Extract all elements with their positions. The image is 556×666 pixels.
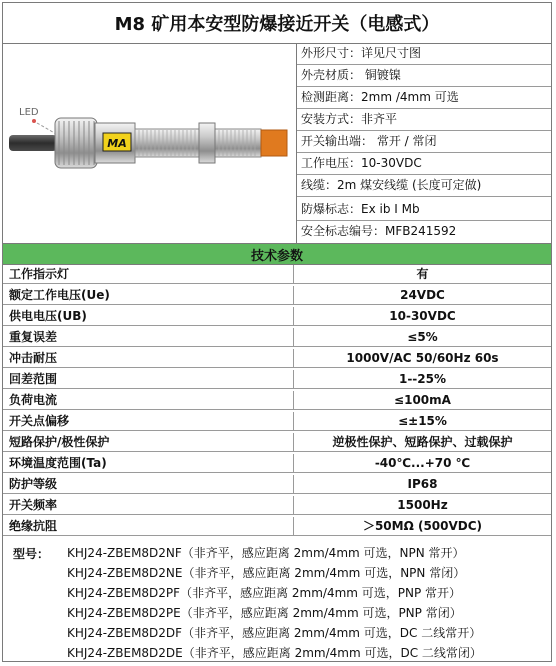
model-list [3,540,551,663]
param-value: 逆极性保护、短路保护、过载保护 [293,433,551,451]
table-row [3,412,551,431]
spec-voltage: 工作电压：10-30VDC [297,153,551,175]
param-value: 1000V/AC 50/60Hz 60s [293,349,551,367]
param-value: 1500Hz [293,496,551,514]
table-row [3,265,551,284]
param-name: 冲击耐压 [9,351,58,365]
product-photo [3,43,297,243]
ma-badge-label: MA [107,137,127,150]
table-row [3,454,551,473]
spec-explosion-mark: 防爆标志：Ex ib I Mb [297,199,551,221]
page-title: M8 矿用本安型防爆接近开关（电感式） [3,3,551,44]
table-row [3,370,551,389]
spec-safety-number: 安全标志编号：MFB241592 [301,224,457,238]
table-row [3,349,551,368]
table-row [3,286,551,305]
param-name: 供电电压(UB) [9,309,87,323]
table-row [3,391,551,410]
param-value: 有 [293,265,551,283]
param-name: 开关点偏移 [9,414,70,428]
param-name: 回差范围 [9,372,58,386]
table-row [3,328,551,347]
param-name: 绝缘抗阻 [9,519,58,533]
param-name: 短路保护/极性保护 [9,435,110,449]
param-name: 开关频率 [9,498,58,512]
spec-output: 开关输出端： 常开 / 常闭 [297,131,551,153]
spec-detection-distance: 检测距离：2mm /4mm 可选 [297,87,551,109]
list-item: KHJ24-ZBEM8D2DF（非齐平，感应距离 2mm/4mm 可选，DC 二线常开） [67,626,482,640]
led-dot-icon [32,119,36,123]
spec-list [297,43,551,243]
product-sheet [2,2,552,662]
param-name: 工作指示灯 [9,267,70,281]
param-value: IP68 [293,475,551,493]
tech-params-header: 技术参数 [3,243,551,265]
param-name: 防护等级 [9,477,58,491]
list-item: KHJ24-ZBEM8D2NF（非齐平，感应距离 2mm/4mm 可选，NPN 常开） [67,546,465,560]
sensor-illustration [3,43,297,243]
spec-cable: 线缆：2m 煤安线缆 (长度可定做) [297,175,551,197]
param-name: 负荷电流 [9,393,58,407]
list-item: KHJ24-ZBEM8D2NE（非齐平，感应距离 2mm/4mm 可选，NPN 常闭） [67,566,466,580]
cable-icon [9,135,57,151]
sensing-face-icon [261,130,287,156]
param-value: ＞50MΩ (500VDC) [293,517,551,535]
list-item: KHJ24-ZBEM8D2DE（非齐平，感应距离 2mm/4mm 可选，DC 二线常闭） [67,646,482,660]
param-name: 额定工作电压(Ue) [9,288,110,302]
spec-dimensions: 外形尺寸：详见尺寸图 [297,43,551,65]
models-label: 型号： [13,547,50,561]
param-value: 1--25% [293,370,551,388]
spec-mounting: 安装方式：非齐平 [297,109,551,131]
param-name: 环境温度范围(Ta) [9,456,107,470]
param-value: 10-30VDC [293,307,551,325]
led-label: LED [19,107,39,118]
table-row [3,517,551,536]
product-overview [3,43,551,243]
list-item: KHJ24-ZBEM8D2PF（非齐平，感应距离 2mm/4mm 可选，PNP 常开） [67,586,462,600]
param-value: ≤±15% [293,412,551,430]
list-item: KHJ24-ZBEM8D2PE（非齐平，感应距离 2mm/4mm 可选，PNP 常闭） [67,606,462,620]
table-row [3,433,551,452]
table-row [3,496,551,515]
table-row [3,307,551,326]
param-value: -40℃...+70 ℃ [293,454,551,472]
param-value: ≤100mA [293,391,551,409]
spec-housing-material: 外壳材质： 铜镀镍 [297,65,551,87]
table-row [3,475,551,494]
param-name: 重复误差 [9,330,58,344]
param-value: ≤5% [293,328,551,346]
param-value: 24VDC [293,286,551,304]
